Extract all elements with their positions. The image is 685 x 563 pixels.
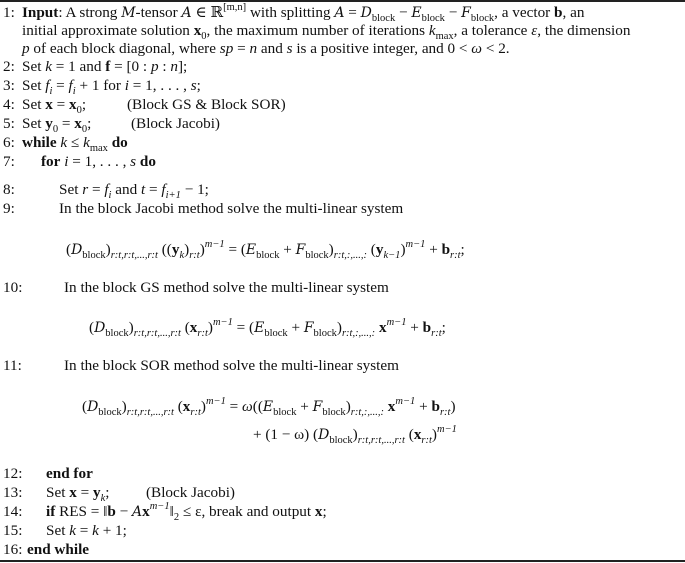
line-text: Set k = 1 and f = [0 : p : n]; [22, 58, 188, 75]
line-text: Set k = k + 1; [46, 522, 127, 539]
line-text: Set $r = f_i$ and $t = f_{i+1} - 1$; [59, 181, 209, 201]
line-text: while $k \le k_{max}$ do [22, 134, 128, 154]
line-number: 4: [3, 96, 15, 113]
line-text: if RES = ‖b − $Ax^{m-1}‖_2 \le \varepsilon$, break and output x; [46, 501, 327, 523]
line-number: 8: [3, 181, 15, 198]
line-number: 14: [3, 503, 23, 520]
line-number: 9: [3, 200, 15, 217]
line-number: 6: [3, 134, 15, 151]
line-number: 12: [3, 465, 23, 482]
line-text: end while [27, 541, 90, 558]
line-text: In the block Jacobi method solve the multi-linear system [59, 200, 404, 217]
line-number: 15: [3, 522, 23, 539]
line-text: Input: A strong M-tensor A ∈ ℝ[m,n] with splitting $A = D_{block} - E_{block} - F_{block}$, a vector b, an [22, 2, 585, 24]
equation-jacobi: $(D_{block})_{r:t,r:t,...,r:t}$ $((y_k)_{r:t})^{m-1} = (E_{block} + F_{block})_{r:t,:,...,:}$ $(y_{k-1})^{m-1} + b_{r:t}$; [66, 239, 465, 261]
line-comment: (Block Jacobi) [131, 115, 220, 132]
line-text: end for [46, 465, 93, 482]
line-text: In the block GS method solve the multi-linear system [64, 279, 389, 296]
line-text: Set $x = y_k$; [46, 484, 110, 504]
line-text: Set $f_i = f_i + 1$ for i = 1, . . . , s; [22, 77, 201, 97]
bottom-rule [0, 560, 685, 562]
line-text: Set $x = x_0$; [22, 96, 87, 116]
line-text: for i = 1, . . . , s do [41, 153, 156, 170]
line-comment: (Block GS & Block SOR) [127, 96, 286, 113]
top-rule [0, 0, 685, 2]
line-number: 5: [3, 115, 15, 132]
line-number: 1: [3, 4, 15, 21]
line-number: 16: [3, 541, 23, 558]
line-text: initial approximate solution $x_0$, the maximum number of iterations $k_{max}$, a tolerance ε, the dimension [22, 22, 631, 42]
line-text: In the block SOR method solve the multi-linear system [64, 357, 399, 374]
line-number: 13: [3, 484, 23, 501]
equation-sor-line-1: $(D_{block})_{r:t,r:t,...,r:t}$ $(x_{r:t})^{m-1} = \omega((E_{block} + F_{block})_{r:t,:,...,:}$ $x^{m-1} + b_{r:t}$) [82, 396, 456, 418]
line-text: p of each block diagonal, where sp = n and s is a positive integer, and 0 < ω < 2. [22, 40, 510, 57]
line-number: 3: [3, 77, 15, 94]
equation-sor-line-2: + (1 − ω) $(D_{block})_{r:t,r:t,...,r:t}$ $(x_{r:t})^{m-1}$ [253, 424, 457, 446]
line-number: 7: [3, 153, 15, 170]
line-number: 11: [3, 357, 22, 374]
line-comment: (Block Jacobi) [146, 484, 235, 501]
line-text: Set $y_0 = x_0$; [22, 115, 92, 135]
line-number: 2: [3, 58, 15, 75]
equation-gs: $(D_{block})_{r:t,r:t,...,r:t}$ $(x_{r:t})^{m-1} = (E_{block} + F_{block})_{r:t,:,...,:}$ $x^{m-1} + b_{r:t}$; [89, 317, 446, 339]
line-number: 10: [3, 279, 23, 296]
